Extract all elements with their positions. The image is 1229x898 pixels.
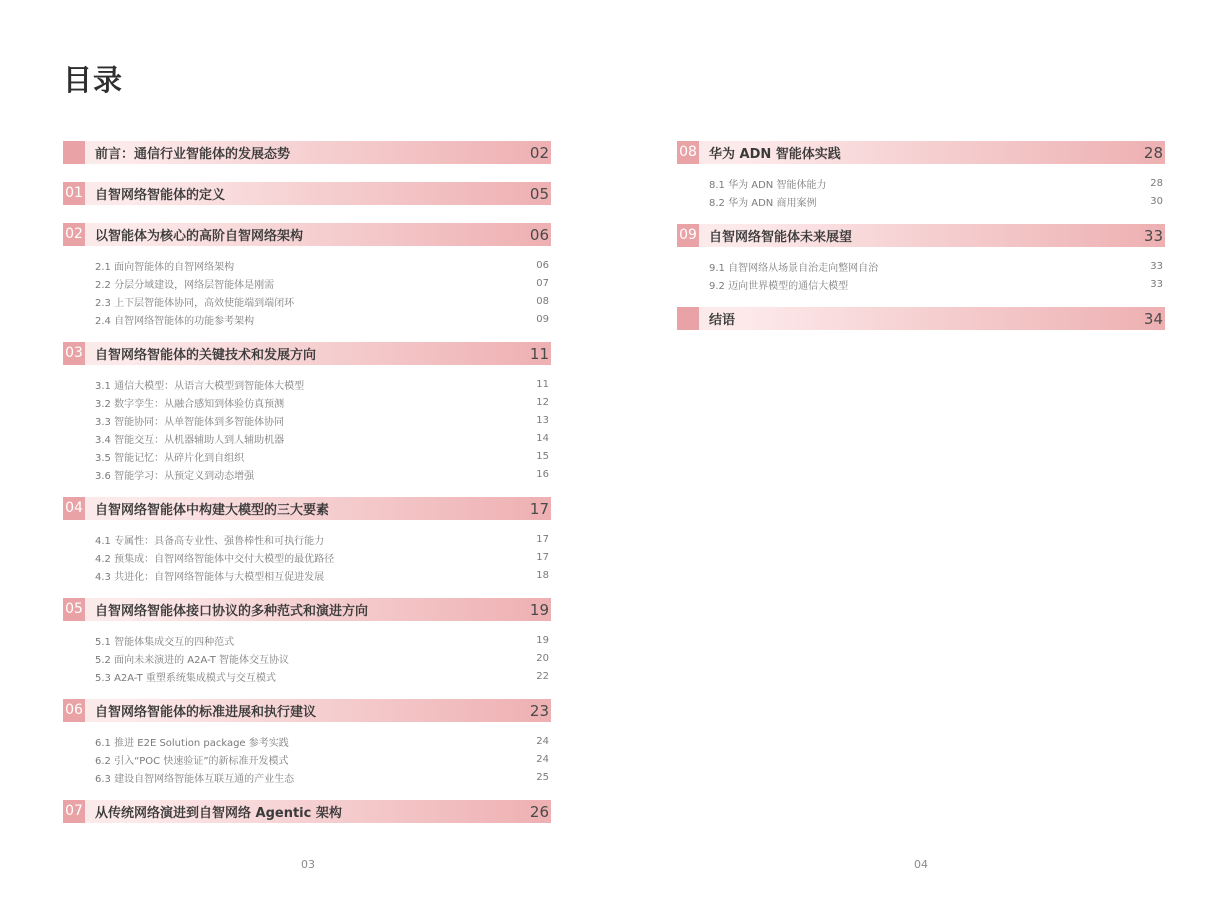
subsection-item[interactable] bbox=[709, 275, 1165, 293]
section-title: 自智网络智能体未来展望 bbox=[709, 230, 853, 245]
subsection-page-number: 13 bbox=[536, 414, 549, 426]
subsection-item[interactable] bbox=[95, 548, 551, 566]
subsection-page-number: 08 bbox=[536, 295, 549, 307]
subsection-page-number: 19 bbox=[536, 634, 549, 646]
subsection-page-number: 12 bbox=[536, 396, 549, 408]
subsection-item[interactable] bbox=[95, 429, 551, 447]
subsection-item[interactable] bbox=[95, 411, 551, 429]
subsection-page-number: 15 bbox=[536, 450, 549, 462]
subsection-title: 2.1 面向智能体的自智网络架构 bbox=[95, 261, 235, 273]
subsection-page-number: 20 bbox=[536, 652, 549, 664]
section-title-bar bbox=[85, 182, 551, 205]
section-title-bar bbox=[85, 223, 551, 246]
subsection-page-number: 16 bbox=[536, 468, 549, 480]
toc-section-x2[interactable] bbox=[677, 307, 1165, 330]
subsection-title: 4.3 共进化：自智网络智能体与大模型相互促进发展 bbox=[95, 571, 325, 583]
section-page-number: 28 bbox=[1143, 143, 1163, 162]
toc-section-03[interactable] bbox=[63, 342, 551, 365]
subsection-title: 3.2 数字孪生：从融合感知到体验仿真预测 bbox=[95, 398, 285, 410]
subsection-item[interactable] bbox=[95, 447, 551, 465]
section-title: 以智能体为核心的高阶自智网络架构 bbox=[95, 229, 304, 244]
section-title-bar bbox=[699, 307, 1165, 330]
subsection-page-number: 18 bbox=[536, 569, 549, 581]
section-title-bar bbox=[85, 800, 551, 823]
section-page-number: 23 bbox=[529, 701, 549, 720]
section-page-number: 11 bbox=[529, 344, 549, 363]
subsection-list bbox=[63, 256, 551, 328]
subsection-title: 5.3 A2A-T 重塑系统集成模式与交互模式 bbox=[95, 672, 276, 684]
section-number-badge bbox=[63, 141, 85, 164]
subsection-item[interactable] bbox=[95, 768, 551, 786]
subsection-page-number: 22 bbox=[536, 670, 549, 682]
section-number-badge bbox=[677, 307, 699, 330]
subsection-item[interactable] bbox=[95, 631, 551, 649]
subsection-item[interactable] bbox=[95, 667, 551, 685]
subsection-item[interactable] bbox=[709, 192, 1165, 210]
subsection-list bbox=[63, 631, 551, 685]
subsection-item[interactable] bbox=[95, 393, 551, 411]
toc-section-08[interactable] bbox=[677, 141, 1165, 164]
section-number-badge: 05 bbox=[63, 598, 85, 621]
section-title: 自智网络智能体的标准进展和执行建议 bbox=[95, 705, 317, 720]
subsection-page-number: 14 bbox=[536, 432, 549, 444]
subsection-title: 5.2 面向未来演进的 A2A-T 智能体交互协议 bbox=[95, 654, 290, 666]
page-title: 目录 bbox=[63, 63, 124, 97]
section-number-badge: 04 bbox=[63, 497, 85, 520]
subsection-title: 6.3 建设自智网络智能体互联互通的产业生态 bbox=[95, 773, 295, 785]
section-page-number: 05 bbox=[529, 184, 549, 203]
section-page-number: 33 bbox=[1143, 226, 1163, 245]
subsection-item[interactable] bbox=[95, 566, 551, 584]
subsection-item[interactable] bbox=[95, 274, 551, 292]
subsection-title: 2.2 分层分域建设，网络层智能体是刚需 bbox=[95, 279, 275, 291]
subsection-title: 8.1 华为 ADN 智能体能力 bbox=[709, 179, 827, 191]
subsection-title: 5.1 智能体集成交互的四种范式 bbox=[95, 636, 235, 648]
section-page-number: 34 bbox=[1143, 309, 1163, 328]
subsection-list bbox=[63, 530, 551, 584]
subsection-item[interactable] bbox=[95, 732, 551, 750]
subsection-title: 6.2 引入“POC 快速验证”的新标准开发模式 bbox=[95, 755, 289, 767]
subsection-list bbox=[63, 375, 551, 483]
subsection-page-number: 11 bbox=[536, 378, 549, 390]
subsection-page-number: 24 bbox=[536, 753, 549, 765]
subsection-page-number: 17 bbox=[536, 533, 549, 545]
subsection-page-number: 07 bbox=[536, 277, 549, 289]
section-number-badge: 06 bbox=[63, 699, 85, 722]
section-page-number: 02 bbox=[529, 143, 549, 162]
subsection-title: 6.1 推进 E2E Solution package 参考实践 bbox=[95, 737, 289, 749]
subsection-title: 2.3 上下层智能体协同，高效使能端到端闭环 bbox=[95, 297, 295, 309]
section-title-bar bbox=[85, 141, 551, 164]
section-page-number: 26 bbox=[529, 802, 549, 821]
subsection-item[interactable] bbox=[95, 292, 551, 310]
subsection-item[interactable] bbox=[95, 256, 551, 274]
subsection-item[interactable] bbox=[95, 465, 551, 483]
section-title: 自智网络智能体的关键技术和发展方向 bbox=[95, 348, 317, 363]
section-page-number: 19 bbox=[529, 600, 549, 619]
subsection-title: 3.3 智能协同：从单智能体到多智能体协同 bbox=[95, 416, 285, 428]
section-page-number: 17 bbox=[529, 499, 549, 518]
toc-section-02[interactable] bbox=[63, 223, 551, 246]
toc-section-01[interactable] bbox=[63, 182, 551, 205]
toc-section-04[interactable] bbox=[63, 497, 551, 520]
section-title: 华为 ADN 智能体实践 bbox=[709, 147, 841, 162]
section-title-bar bbox=[85, 598, 551, 621]
toc-left-column bbox=[63, 141, 551, 841]
subsection-title: 3.1 通信大模型：从语言大模型到智能体大模型 bbox=[95, 380, 305, 392]
subsection-list bbox=[677, 174, 1165, 210]
section-number-badge: 01 bbox=[63, 182, 85, 205]
subsection-page-number: 33 bbox=[1150, 278, 1163, 290]
subsection-title: 8.2 华为 ADN 商用案例 bbox=[709, 197, 817, 209]
subsection-item[interactable] bbox=[95, 530, 551, 548]
subsection-page-number: 09 bbox=[536, 313, 549, 325]
section-number-badge: 02 bbox=[63, 223, 85, 246]
subsection-item[interactable] bbox=[95, 310, 551, 328]
subsection-page-number: 28 bbox=[1150, 177, 1163, 189]
toc-section-09[interactable] bbox=[677, 224, 1165, 247]
subsection-list bbox=[677, 257, 1165, 293]
subsection-item[interactable] bbox=[709, 257, 1165, 275]
page-number-right: 04 bbox=[914, 858, 928, 871]
section-title: 从传统网络演进到自智网络 Agentic 架构 bbox=[95, 806, 342, 821]
section-title: 自智网络智能体接口协议的多种范式和演进方向 bbox=[95, 604, 369, 619]
subsection-item[interactable] bbox=[95, 649, 551, 667]
subsection-page-number: 33 bbox=[1150, 260, 1163, 272]
section-title-bar bbox=[85, 342, 551, 365]
toc-right-column bbox=[677, 141, 1165, 348]
subsection-title: 3.4 智能交互：从机器辅助人到人辅助机器 bbox=[95, 434, 285, 446]
toc-section-x0[interactable] bbox=[63, 141, 551, 164]
toc-section-06[interactable] bbox=[63, 699, 551, 722]
section-number-badge: 08 bbox=[677, 141, 699, 164]
subsection-title: 4.1 专属性：具备高专业性、强鲁棒性和可执行能力 bbox=[95, 535, 325, 547]
subsection-page-number: 24 bbox=[536, 735, 549, 747]
subsection-title: 2.4 自智网络智能体的功能参考架构 bbox=[95, 315, 255, 327]
subsection-title: 9.1 自智网络从场景自治走向整网自治 bbox=[709, 262, 879, 274]
section-page-number: 06 bbox=[529, 225, 549, 244]
section-title: 自智网络智能体的定义 bbox=[95, 188, 226, 203]
subsection-item[interactable] bbox=[95, 375, 551, 393]
subsection-page-number: 30 bbox=[1150, 195, 1163, 207]
subsection-list bbox=[63, 732, 551, 786]
section-title-bar bbox=[699, 224, 1165, 247]
toc-section-05[interactable] bbox=[63, 598, 551, 621]
page-number-left: 03 bbox=[301, 858, 315, 871]
subsection-title: 3.6 智能学习：从预定义到动态增强 bbox=[95, 470, 255, 482]
subsection-item[interactable] bbox=[95, 750, 551, 768]
section-title-bar bbox=[85, 497, 551, 520]
section-number-badge: 07 bbox=[63, 800, 85, 823]
subsection-title: 3.5 智能记忆：从碎片化到自组织 bbox=[95, 452, 245, 464]
section-number-badge: 03 bbox=[63, 342, 85, 365]
section-title-bar bbox=[85, 699, 551, 722]
section-title: 前言：通信行业智能体的发展态势 bbox=[95, 147, 291, 162]
section-title: 结语 bbox=[709, 313, 736, 328]
subsection-page-number: 17 bbox=[536, 551, 549, 563]
section-title-bar bbox=[699, 141, 1165, 164]
subsection-item[interactable] bbox=[709, 174, 1165, 192]
subsection-title: 4.2 预集成：自智网络智能体中交付大模型的最优路径 bbox=[95, 553, 335, 565]
subsection-title: 9.2 迈向世界模型的通信大模型 bbox=[709, 280, 849, 292]
subsection-page-number: 06 bbox=[536, 259, 549, 271]
subsection-page-number: 25 bbox=[536, 771, 549, 783]
toc-section-07[interactable] bbox=[63, 800, 551, 823]
section-title: 自智网络智能体中构建大模型的三大要素 bbox=[95, 503, 330, 518]
section-number-badge: 09 bbox=[677, 224, 699, 247]
